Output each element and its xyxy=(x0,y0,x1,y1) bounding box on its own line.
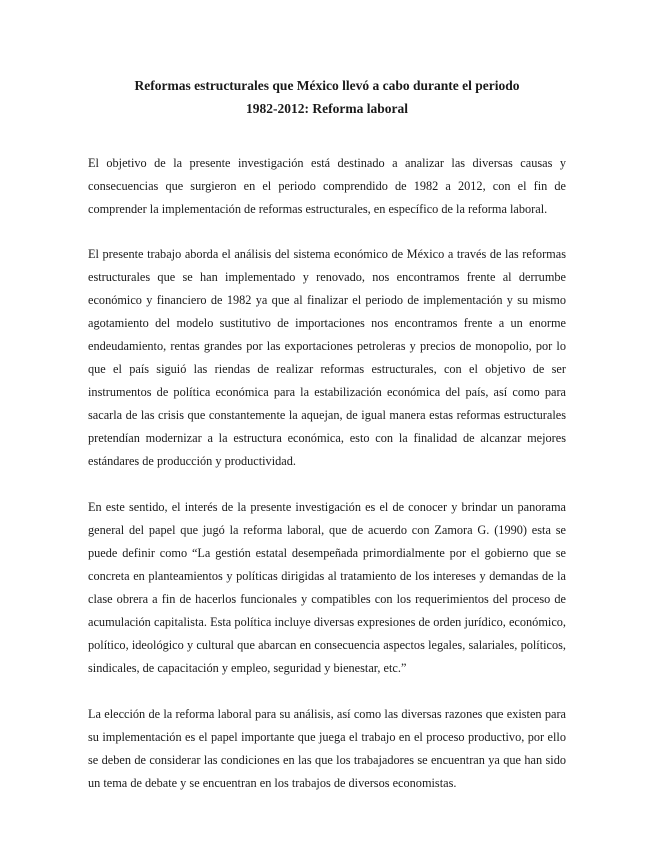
title-line-2: 1982-2012: Reforma laboral xyxy=(246,101,408,116)
title-line-1: Reformas estructurales que México llevó a cabo durante el periodo xyxy=(134,78,520,93)
document-title xyxy=(88,74,566,120)
paragraph-objective: El objetivo de la presente investigación está destinado a analizar las diversas causas y consecuencias que surgieron en el periodo comprendido de 1982 a 2012, con el fin de comprender la implementación de reformas estructurales, en específico de la reforma laboral. xyxy=(88,156,566,216)
paragraph-labor-reform-definition: En este sentido, el interés de la presente investigación es el de conocer y brindar un panorama general del papel que jugó la reforma laboral, que de acuerdo con Zamora G. (1990) esta se puede definir como “La gestión estatal desempeñada primordialmente por el gobierno que se concreta en planteamientos y políticas dirigidas al tratamiento de los intereses y demandas de la clase obrera a fin de hacerlos funcionales y compatibles con los requerimientos del proceso de acumulación capitalista. Esta política incluye diversas expresiones de orden jurídico, económico, político, ideológico y cultural que abarcan en consecuencia aspectos legales, salariales, políticos, sindicales, de capacitación y empleo, seguridad y bienestar, etc.” xyxy=(88,500,566,675)
document-page xyxy=(88,74,566,795)
paragraph-reform-choice: La elección de la reforma laboral para su análisis, así como las diversas razones que existen para su implementación es el papel importante que juega el trabajo en el proceso productivo, por ello se deben de considerar las condiciones en las que los trabajadores se encuentran ya que han sido un tema de debate y se encuentran en los trabajos de diversos economistas. xyxy=(88,707,566,790)
paragraph-economic-analysis: El presente trabajo aborda el análisis del sistema económico de México a través de las reformas estructurales que se han implementado y renovado, nos encontramos frente al derrumbe económico y financiero de 1982 ya que al finalizar el periodo de implementación y su mismo agotamiento del modelo sustitutivo de importaciones nos encontramos frente a un enorme endeudamiento, rentas grandes por las exportaciones petroleras y precios de monopolio, por lo que el país siguió las riendas de realizar reformas estructurales, con el objetivo de ser instrumentos de política económica para la estabilización económica del país, así como para sacarla de las crisis que constantemente la aquejan, de igual manera estas reformas estructurales pretendían modernizar a la estructura económica, esto con la finalidad de alcanzar mejores estándares de producción y productividad. xyxy=(88,247,566,468)
